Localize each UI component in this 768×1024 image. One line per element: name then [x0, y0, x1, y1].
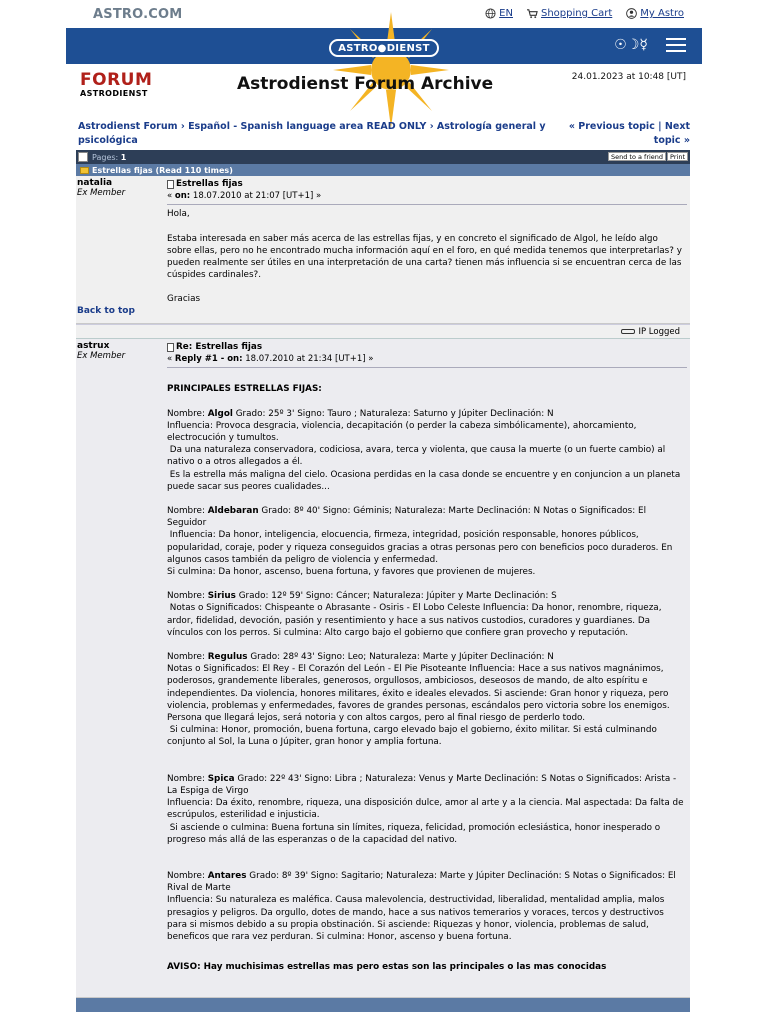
post-body — [166, 176, 690, 306]
breadcrumb-forum[interactable]: Astrodienst Forum — [78, 121, 178, 132]
post-author — [77, 341, 161, 361]
post-document-icon — [167, 180, 174, 189]
star-description: Es la estrella más maligna del cielo. Ocasiona perdidas en la casa donde se encuentre y en conjuncion a un planeta puede sacar sus peores cualidades... — [167, 469, 684, 492]
chevron-right-icon: › — [180, 121, 189, 132]
topic-nav-separator: | — [658, 121, 665, 132]
star-details: Grado: 8º 40' Signo: Géminis; Naturaleza: Marte Declinación: N Notas o Significados: El Seguidor — [167, 506, 647, 529]
star-header — [167, 505, 684, 529]
astro-symbols-icon[interactable]: ☉☽☿ — [614, 37, 648, 53]
post-subject-text: Re: Estrellas fijas — [176, 342, 263, 352]
breadcrumb-astrologia[interactable]: Astrología general y psicológica — [78, 121, 546, 146]
star-description: Influencia: Su naturaleza es maléfica. Causa malevolencia, destructividad, liberalidad, mentalidad amplia, malos presagios y peligros. Da orgullo, dotes de mando, hace a sus nativos temerarios y voraces, tercos y destructivos para si mismos debido a su propia obstinación. Si asciende: Riquezas y honor, violencia, problemas de salud, beneficos que rara vez perduran. Si culmina: Honor, ascenso y buena fortuna. — [167, 895, 668, 942]
post-paragraph: Gracias — [167, 294, 201, 305]
pages-label: Pages: — [92, 152, 119, 162]
send-to-friend-button[interactable]: Send to a friend — [608, 152, 666, 161]
chevron-right-icon: › — [429, 121, 437, 132]
breadcrumb — [66, 116, 702, 148]
star-entry — [167, 651, 684, 773]
post-date: 18.07.2010 at 21:07 [UT+1] » — [192, 191, 322, 202]
star-description: Si asciende o culmina: Buena fortuna sin límites, riqueza, felicidad, promoción eclesiástica, honor inesperado o progreso más allá de las esperanzas o de la capacidad del nativo. — [167, 822, 663, 845]
post-meta: « Reply #1 - on: 18.07.2010 at 21:34 [UT+1] » — [167, 353, 687, 368]
post — [76, 338, 690, 998]
language-link[interactable] — [485, 8, 513, 19]
shopping-cart-label: Shopping Cart — [540, 8, 613, 19]
forum-logo-bottom: ASTRODIENST — [80, 89, 148, 98]
star-header — [167, 590, 684, 602]
post-document-icon — [167, 343, 174, 352]
footer-bar — [76, 998, 690, 1012]
back-to-top-link[interactable]: Back to top — [77, 306, 135, 316]
star-entry — [167, 408, 684, 505]
post — [76, 176, 690, 324]
datetime: 24.01.2023 at 10:48 [UT] — [571, 72, 686, 82]
star-details: Grado: 28º 43' Signo: Leo; Naturaleza: Marte y Júpiter Declinación: N — [247, 652, 554, 663]
forum-board — [76, 150, 690, 1012]
star-header — [167, 870, 684, 894]
topic-title-bar — [76, 164, 690, 176]
my-astro-link[interactable] — [626, 8, 684, 19]
star-details: Grado: 22º 43' Signo: Libra ; Naturaleza: Venus y Marte Declinación: S Notas o Significados: Arista - La Espiga de Virgo — [167, 773, 677, 796]
star-prefix: Nombre: — [167, 506, 208, 517]
star-name: Spica — [207, 773, 235, 784]
author-role: Ex Member — [77, 351, 126, 361]
star-prefix: Nombre: — [167, 591, 208, 602]
star-header — [167, 408, 684, 420]
post-meta: « on: 18.07.2010 at 21:07 [UT+1] » — [167, 190, 687, 205]
ip-logged-text: IP Logged — [638, 326, 680, 337]
page-title: Astrodienst Forum Archive — [237, 74, 494, 94]
page — [66, 0, 702, 1024]
star-list — [167, 408, 687, 956]
star-description: Notas o Significados: El Rey - El Corazón del León - El Pie Pisoteante Influencia: Hace a sus nativos magnánimos, poderosos, grandemente liberales, generosos, orgullosos, ambiciosos, deseosos de mando, de alto espíritu e independientes. Da violencia, honores militares, éxito e ideales elevados. Si asciende: Gran honor y riqueza, pero violencia, problemas y enfermedades, favores de grandes personas, escándalos pero victoria sobre los enemigos. Persona que llegará lejos, será notoria y con altos cargos, pero al final riesgo de perderlo todo. — [167, 664, 673, 724]
star-prefix: Nombre: — [167, 773, 208, 784]
post-meta-on: on: — [174, 191, 191, 202]
forum-logo[interactable] — [80, 72, 152, 98]
star-entry — [167, 590, 684, 651]
page-number-link[interactable]: 1 — [120, 152, 127, 162]
ip-logged — [76, 324, 690, 338]
hamburger-menu-icon[interactable] — [666, 38, 686, 52]
ip-icon — [621, 329, 635, 334]
folder-icon — [80, 167, 89, 174]
top-links — [485, 8, 684, 19]
star-name: Sirius — [207, 591, 236, 602]
star-name: Regulus — [207, 652, 248, 663]
shopping-cart-link[interactable] — [527, 8, 612, 19]
post-subject — [167, 178, 684, 190]
star-details: Grado: 25º 3' Signo: Tauro ; Naturaleza: Saturno y Júpiter Declinación: N — [232, 408, 554, 419]
star-entry — [167, 505, 684, 590]
breadcrumb-spanish-area[interactable]: Español - Spanish language area READ ONLY — [188, 121, 427, 132]
post-heading: PRINCIPALES ESTRELLAS FIJAS: — [167, 384, 322, 395]
star-name: Aldebaran — [207, 506, 259, 517]
star-description: Si culmina: Honor, promoción, buena fortuna, cargo elevado bajo el gobierno, éxito militar. Si está culminando conjunto al Sol, la Luna o Júpiter, gran honor y amplia fortuna. — [167, 725, 660, 748]
forum-logo-top: FORUM — [80, 70, 153, 90]
user-icon — [626, 8, 637, 19]
post-paragraph: Hola, — [167, 209, 190, 220]
post-paragraph: Estaba interesada en saber más acerca de las estrellas fijas, y en concreto el significado de Algol, he leído algo sobre ellas, pero no he encontrado mucha información aquí en el foro, en qué medida tenemos que interpretarlas? y pueden realmente ser útiles en una interpretación de una carta? tienen más influencia si se encuentran cerca de las cúspides cardinales?. — [167, 233, 682, 281]
my-astro-label: My Astro — [640, 8, 684, 19]
next-topic-link[interactable]: Next topic » — [653, 121, 690, 146]
previous-topic-link[interactable]: « Previous topic — [568, 121, 655, 132]
post-reply-label: Reply #1 - on: — [174, 354, 243, 365]
post-subject-text: Estrellas fijas — [176, 179, 243, 189]
star-entry — [167, 773, 687, 870]
star-header — [167, 773, 684, 797]
star-prefix: Nombre: — [167, 870, 208, 881]
astro-com-logo[interactable]: ASTRO.COM — [93, 6, 183, 22]
star-header — [167, 651, 684, 663]
cart-icon — [527, 8, 538, 19]
post-warning: AVISO: Hay muchisimas estrellas mas pero estas son las principales o las mas conocidas — [167, 962, 607, 973]
language-label: EN — [499, 8, 513, 19]
author-role: Ex Member — [77, 188, 126, 198]
globe-icon — [485, 8, 496, 19]
star-prefix: Nombre: — [167, 652, 208, 663]
author-name[interactable]: natalia — [77, 178, 113, 188]
star-prefix: Nombre: — [167, 408, 208, 419]
star-name: Algol — [207, 408, 233, 419]
star-description: Notas o Significados: Chispeante o Abrasante - Osiris - El Lobo Celeste Influencia: Da honor, renombre, riqueza, ardor, fidelidad, devoción, pasión y resentimiento y hace a sus nativos custodios, curadores y guardianes. Da vínculos con los perros. Si culmina: Alto cargo bajo el gobierno que confiere gran provecho y reputación. — [167, 603, 665, 638]
post-subject — [167, 341, 684, 353]
blue-banner — [66, 28, 702, 64]
topic-type-icon — [78, 152, 88, 162]
star-details: Grado: 12º 59' Signo: Cáncer; Naturaleza: Júpiter y Marte Declinación: S — [235, 591, 557, 602]
star-description: Influencia: Da honor, inteligencia, elocuencia, firmeza, integridad, posición responsable, honores públicos, popularidad, coraje, poder y riqueza conseguidos gracias a otras personas pero con beneficios poco duraderos. En algunos casos también da peligro de violencia y enfermedad. — [167, 530, 676, 565]
star-entry — [167, 870, 684, 955]
pages-indicator — [92, 153, 126, 162]
post-body — [166, 339, 690, 973]
star-description: Influencia: Da éxito, renombre, riqueza, una disposición dulce, amor al arte y a la ciencia. Mal aspectada: Da falta de escrúpulos, esterilidad e injusticia. — [167, 798, 687, 821]
author-name[interactable]: astrux — [77, 341, 110, 351]
pages-bar — [76, 150, 690, 164]
post-author — [77, 178, 161, 318]
topic-title: Estrellas fijas (Read 110 times) — [92, 165, 233, 175]
star-name: Antares — [207, 870, 247, 881]
star-description: Influencia: Provoca desgracia, violencia, decapitación (o perder la cabeza simbólicamente), ahorcamiento, electrocución y tumultos. — [167, 420, 640, 444]
title-row — [66, 64, 702, 114]
astrodienst-logo[interactable]: ASTRO●DIENST — [329, 39, 439, 57]
star-details: Grado: 8º 39' Signo: Sagitario; Naturaleza: Marte y Júpiter Declinación: S Notas o Significados: El Rival de Marte — [167, 870, 676, 894]
star-description: Da una naturaleza conservadora, codiciosa, avara, terca y violenta, que causa la muerte (o un fuerte cambio) al nativo o a otros allegados a él. — [167, 445, 668, 468]
post-date: 18.07.2010 at 21:34 [UT+1] » — [245, 354, 374, 365]
star-description: Si culmina: Da honor, ascenso, buena fortuna, y favores que provienen de mujeres. — [167, 567, 536, 578]
print-button[interactable]: Print — [667, 152, 688, 161]
